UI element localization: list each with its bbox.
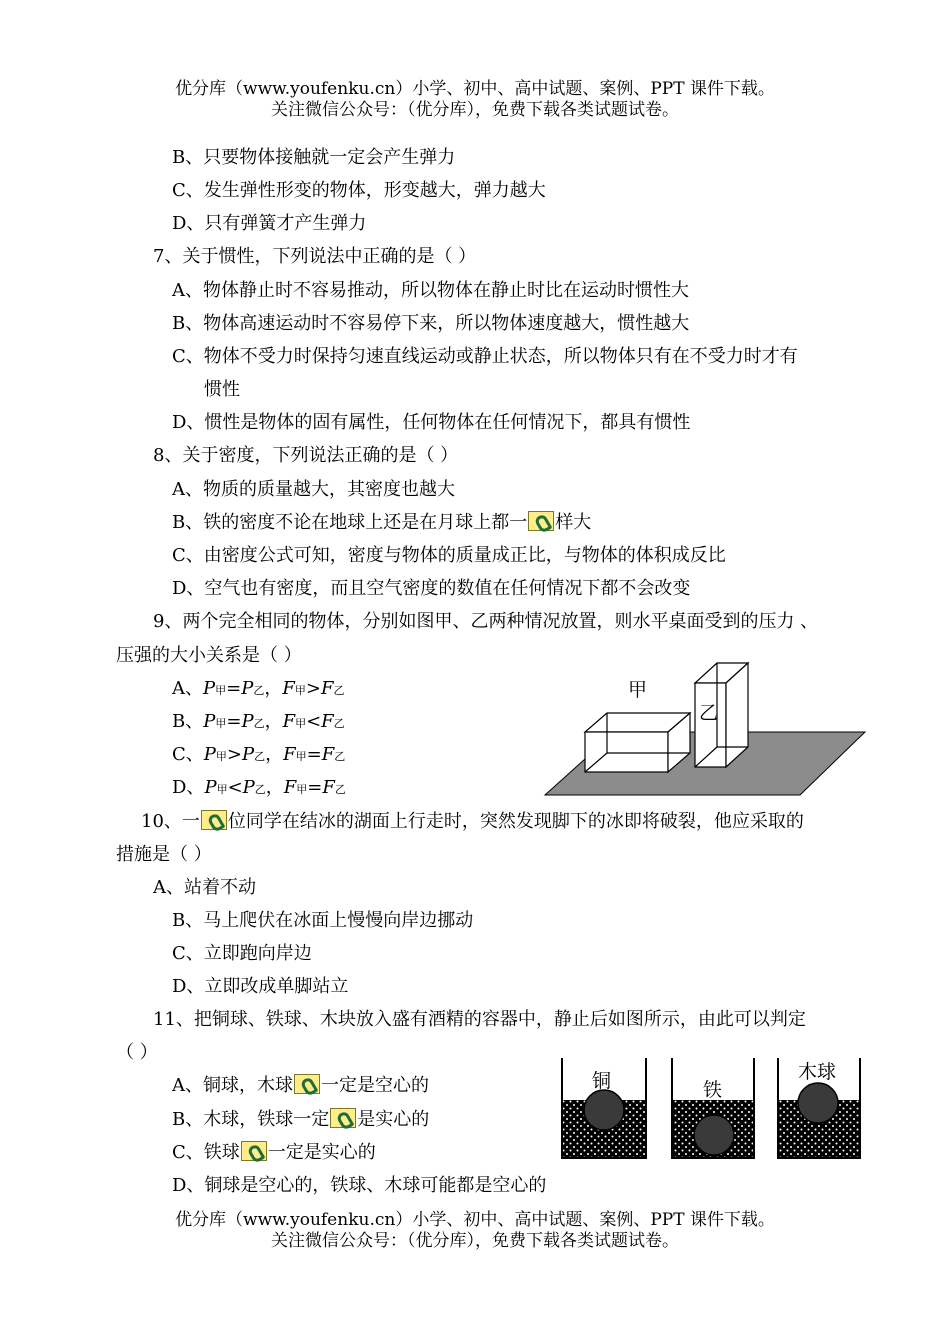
label-jia: 甲 [628,679,648,701]
q11-option-a [172,1074,429,1098]
q9-d-sep: ， [265,777,284,798]
q9-c-sub3: 甲 [295,750,307,763]
q11-b-text-1: B、木球，铁球一定 [172,1109,330,1130]
q9-c-p1: P [203,744,216,765]
q9-b-f1: F [282,711,296,732]
q11-stem-line2: （ ） [116,1042,158,1063]
q9-stem-line1: 9、两个完全相同的物体，分别如图甲、乙两种情况放置，则水平桌面受到的压力 、 [153,611,819,632]
q9-d-sub2: 乙 [254,783,266,796]
q11-a-text-1: A、铜球，木球 [172,1075,293,1096]
q11-figure [558,1054,868,1164]
q8-option-b [172,511,591,535]
q7-option-a: A、物体静止时不容易推动，所以物体在静止时比在运动时惯性大 [172,280,689,301]
q11-b-text-2: 是实心的 [357,1109,430,1130]
q9-d-sub3: 甲 [296,783,308,796]
q11-a-text-2: 一定是空心的 [321,1075,429,1096]
q9-stem-line2: 压强的大小关系是（ ） [116,645,302,666]
q9-a-f2: F [320,678,334,699]
q9-b-p1: P [203,711,216,732]
watermark-logo-icon [330,1108,356,1128]
q9-a-p1: P [203,678,216,699]
watermark-logo-icon [294,1074,320,1094]
beaker-wood [778,1058,860,1158]
q10-stem-text-2: 位同学在结冰的湖面上行走时，突然发现脚下的冰即将破裂，他应采取的 [227,811,804,832]
q7-option-b: B、物体高速运动时不容易停下来，所以物体速度越大，惯性越大 [172,313,690,334]
q9-b-sub2: 乙 [253,717,265,730]
box-jia [585,713,690,772]
beaker-copper [562,1058,646,1158]
label-iron: 铁 [703,1079,723,1101]
q11-option-b [172,1108,429,1132]
q11-c-text-2: 一定是实心的 [267,1142,376,1163]
q11-stem-line1: 11、把铜球、铁球、木块放入盛有酒精的容器中，静止后如图所示，由此可以判定 [153,1009,806,1030]
q9-a-sub3: 甲 [294,684,306,697]
ball-copper [584,1090,624,1130]
q9-b-sep: ， [264,711,283,732]
watermark-logo-icon [528,511,554,531]
ball-iron [694,1115,734,1155]
q9-a-p2: P [241,678,254,699]
q9-d-sub4: 乙 [334,783,346,796]
label-wood: 木球 [798,1061,837,1083]
q8-option-c: C、由密度公式可知，密度与物体的质量成正比，与物体的体积成反比 [172,545,726,566]
q9-option-c [172,743,345,769]
q9-option-a [172,677,344,703]
q9-c-f1: F [283,744,296,765]
q9-b-label: B、 [172,711,204,732]
q10-stem-text-1: 10、一 [141,811,200,832]
q9-b-sub3: 甲 [295,717,307,730]
q9-b-sub4: 乙 [333,717,345,730]
q9-a-f1: F [282,678,295,699]
q9-d-f1: F [283,777,297,798]
q10-option-c: C、立即跑向岸边 [172,943,312,964]
q8-option-a: A、物质的质量越大，其密度也越大 [172,479,455,500]
q9-b-p2: P [241,711,254,732]
q10-stem-line1 [141,810,804,834]
q7-stem: 7、关于惯性，下列说法中正确的是（ ） [153,246,477,267]
q9-d-op2: = [307,777,323,798]
ball-wood [798,1083,838,1123]
q11-option-d: D、铜球是空心的，铁球、木球可能都是空心的 [172,1175,547,1196]
q9-option-b [172,710,345,736]
q9-d-p1: P [204,777,217,798]
q9-d-label: D、 [172,777,205,798]
q8-stem: 8、关于密度，下列说法正确的是（ ） [153,445,459,466]
q9-d-sub1: 甲 [216,783,228,796]
watermark-logo-icon [201,810,227,830]
q6-option-c: C、发生弹性形变的物体，形变越大，弹力越大 [172,180,546,201]
beaker-iron [672,1058,754,1158]
q9-b-op2: < [306,711,322,732]
label-copper: 铜 [592,1070,612,1092]
q9-c-p2: P [242,744,255,765]
q11-c-text-1: C、铁球 [172,1142,240,1163]
q9-c-label: C、 [172,744,204,765]
q10-stem-line2: 措施是（ ） [116,844,212,865]
q8-option-b-text-2: 样大 [555,512,592,533]
q9-c-op2: = [306,744,322,765]
q9-b-op1: = [226,711,242,732]
q9-a-op1: = [226,678,242,699]
q9-a-sub2: 乙 [253,684,265,697]
q9-c-sub1: 甲 [215,750,227,763]
q9-b-f2: F [321,711,334,732]
q8-option-b-text-1: B、铁的密度不论在地球上还是在月球上都一 [172,512,528,533]
q7-option-c-line1: C、物体不受力时保持匀速直线运动或静止状态，所以物体只有在不受力时才有 [172,346,798,367]
q9-d-p2: P [242,777,255,798]
q9-a-label: A、 [172,678,203,699]
q6-option-d: D、只有弹簧才产生弹力 [172,213,367,234]
q11-option-c [172,1141,376,1165]
q7-option-c-line2: 惯性 [204,379,240,400]
q6-option-b: B、只要物体接触就一定会产生弹力 [172,147,456,168]
label-yi: 乙 [699,702,719,724]
q9-d-op1: < [227,777,243,798]
footer-line-2: 关注微信公众号：（优分库），免费下载各类试题试卷。 [271,1231,679,1251]
q10-option-d: D、立即改成单脚站立 [172,976,349,997]
q9-c-sep: ， [265,744,284,765]
q9-c-sub4: 乙 [334,750,346,763]
q9-a-sub1: 甲 [215,684,227,697]
q10-option-b: B、马上爬伏在冰面上慢慢向岸边挪动 [172,910,474,931]
q9-b-sub1: 甲 [215,717,227,730]
footer-line-1: 优分库（www.youfenku.cn）小学、初中、高中试题、案例、PPT 课件下载。 [175,1210,775,1230]
header-line-1: 优分库（www.youfenku.cn）小学、初中、高中试题、案例、PPT 课件下载。 [175,79,775,99]
q9-c-op1: > [226,744,242,765]
q9-option-d [172,776,346,802]
q7-option-d: D、惯性是物体的固有属性，任何物体在任何情况下，都具有惯性 [172,412,691,433]
q9-a-sub4: 乙 [333,684,345,697]
q9-d-f2: F [322,777,335,798]
q8-option-d: D、空气也有密度，而且空气密度的数值在任何情况下都不会改变 [172,578,691,599]
q10-option-a: A、站着不动 [153,877,256,898]
q9-c-sub2: 乙 [254,750,266,763]
header-line-2: 关注微信公众号：（优分库），免费下载各类试题试卷。 [271,100,679,120]
q9-figure [540,655,870,800]
q9-c-f2: F [321,744,335,765]
q9-a-sep: ， [264,678,283,699]
watermark-logo-icon [241,1141,267,1161]
q9-a-op2: > [305,678,321,699]
